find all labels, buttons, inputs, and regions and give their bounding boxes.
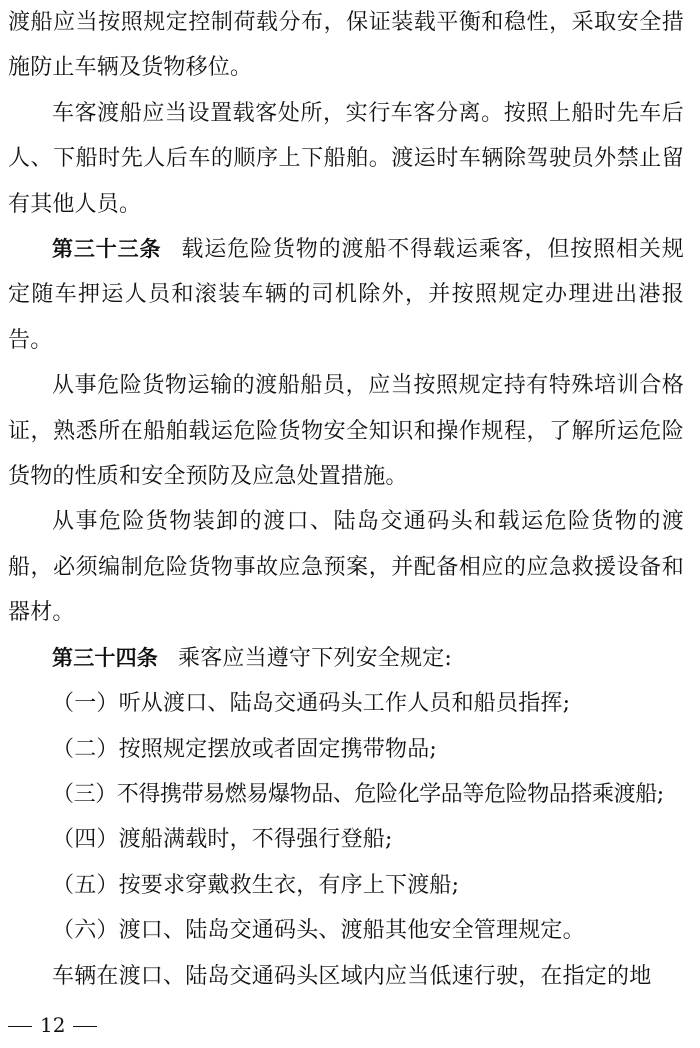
page-number: 12 <box>40 1013 66 1037</box>
list-item: （五）按要求穿戴救生衣，有序上下渡船; <box>52 872 460 898</box>
list-item: （一）听从渡口、陆岛交通码头工作人员和船员指挥; <box>52 691 571 717</box>
article-number: 第三十四条 <box>52 645 158 670</box>
article-number: 第三十三条 <box>52 237 162 262</box>
article-text: 乘客应当遵守下列安全规定: <box>178 645 453 671</box>
list-item: （四）渡船满载时，不得强行登船; <box>52 827 393 853</box>
article-text: 载运危险货物的渡船不得载运乘客，但按照相关规定随车押运人员和滚装车辆的司机除外，并按照规定办理进出港报告。 <box>8 237 685 353</box>
article-33 <box>8 227 684 363</box>
article-34 <box>8 636 684 681</box>
paragraph-emergency-plan: 从事危险货物装卸的渡口、陆岛交通码头和载运危险货物的渡船，必须编制危险货物事故应急预案，并配备相应的应急救援设备和器材。 <box>8 509 684 626</box>
footer-dash-left <box>8 1026 32 1028</box>
paragraph-continuation: 渡船应当按照规定控制荷载分布，保证装载平衡和稳性，采取安全措施防止车辆及货物移位。 <box>8 10 684 81</box>
paragraph-passenger-separation: 车客渡船应当设置载客处所，实行车客分离。按照上船时先车后人、下船时先人后车的顺序上下船舶。渡运时车辆除驾驶员外禁止留有其他人员。 <box>8 100 684 217</box>
paragraph-vehicle-speed: 车辆在渡口、陆岛交通码头区域内应当低速行驶，在指定的地 <box>52 963 652 989</box>
document-body <box>8 0 684 999</box>
list-item: （三）不得携带易燃易爆物品、危险化学品等危险物品搭乘渡船; <box>52 781 664 807</box>
page-footer <box>8 1010 97 1040</box>
list-item: （六）渡口、陆岛交通码头、渡船其他安全管理规定。 <box>52 918 585 944</box>
footer-dash-right <box>73 1026 97 1028</box>
paragraph-crew-certificate: 从事危险货物运输的渡船船员，应当按照规定持有特殊培训合格证，熟悉所在船舶载运危险货物安全知识和操作规程，了解所运危险货物的性质和安全预防及应急处置措施。 <box>8 373 684 490</box>
list-item: （二）按照规定摆放或者固定携带物品; <box>52 736 438 762</box>
